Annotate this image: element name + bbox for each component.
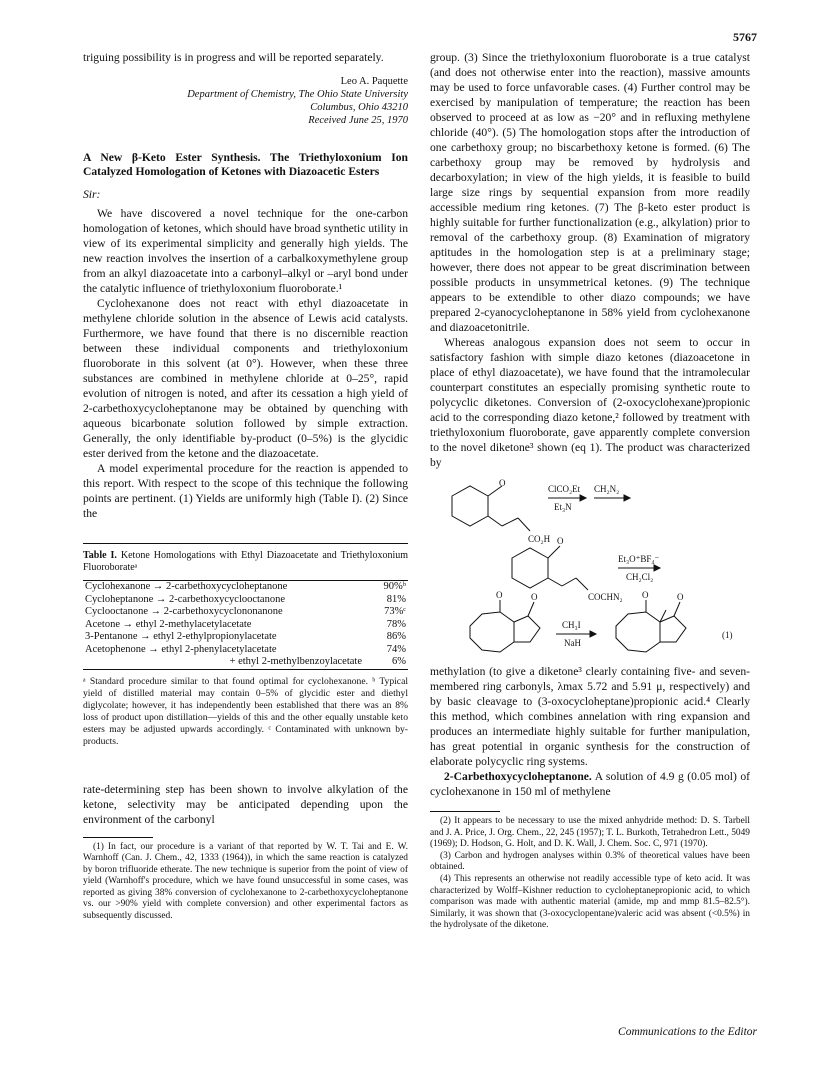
equation-number: (1) xyxy=(722,630,733,640)
footnote-divider xyxy=(83,837,153,838)
reaction-cell: Cycloheptanone → 2-carbethoxycyclooctanone xyxy=(85,593,286,605)
oxygen-label: O xyxy=(496,590,503,600)
ring-heptagon-3 xyxy=(470,612,514,652)
bond xyxy=(548,546,560,558)
left-column xyxy=(83,50,408,923)
reaction-cell: Acetophenone → ethyl 2-phenylacetylacetate xyxy=(85,643,277,655)
ring-pentagon-3 xyxy=(514,616,540,642)
oxygen-label: O xyxy=(677,592,684,602)
footnote-3: (3) Carbon and hydrogen analyses within 0.3% of theoretical values have been obtained. xyxy=(430,850,750,873)
experimental-heading: 2-Carbethoxycycloheptanone. xyxy=(444,770,592,783)
experimental-paragraph xyxy=(430,769,750,799)
journal-footer: Communications to the Editor xyxy=(618,1026,757,1038)
cochn2-label: COCHN₂ xyxy=(588,592,623,602)
bond xyxy=(576,578,588,590)
yield-cell: 90%ᵇ xyxy=(383,581,406,592)
after-scheme-text: methylation (to give a diketone³ clearly containing five- and seven-membered ring carbonyls, λmax 5.72 and 5.91 μ, respectively) and by basic cleavage to (3-oxocycloheptane)propionic acid.⁴ Clearly this method, which combines annelation with ring expansion and produces an intermediate highly suitable for further manipulation, has great potential in organic synthesis for the construction of elaborate polycyclic ring systems. xyxy=(430,665,750,768)
table-caption-text: Ketone Homologations with Ethyl Diazoacetate and Triethyloxonium Fluoroborateᵃ xyxy=(83,550,409,573)
table-row xyxy=(83,631,408,644)
oxygen-label: O xyxy=(557,536,564,546)
ring-hexagon-2 xyxy=(512,548,548,588)
bond xyxy=(548,578,562,586)
arrow-head xyxy=(624,495,630,501)
salutation: Sir: xyxy=(83,188,101,201)
reagent-label: ClCO₂Et xyxy=(548,484,581,494)
after-table-text: rate-determining step has been shown to involve alkylation of the ketone, selectivity may be anticipated depending upon the environment of the carbonyl xyxy=(83,782,408,826)
ring-heptagon-4 xyxy=(616,612,660,652)
footnote-divider xyxy=(430,811,500,812)
paragraph-1: We have discovered a novel technique for the one-carbon homologation of ketones, which should have broad synthetic utility in view of its experimental simplicity and generally high yields. The new reaction involves the insertion of a carbalkoxymethylene group from an alkyl diazoacetate into a carbonyl–alkyl or –aryl bond under the catalytic influence of triethyloxonium fluoroborate.¹ xyxy=(83,207,408,295)
bond xyxy=(562,578,576,586)
table-row xyxy=(83,656,408,669)
paragraph-3: A model experimental procedure for the reaction is appended to this report. With respect to the scope of this technique the following points are pertinent. (1) Yields are uniformly high (Table I). (2) Since the xyxy=(83,462,408,520)
table-row xyxy=(83,606,408,619)
yield-cell: 86% xyxy=(386,631,406,642)
reaction-scheme xyxy=(430,476,750,656)
right-footnotes xyxy=(430,816,750,932)
arrow-head xyxy=(654,565,660,571)
author-city: Columbus, Ohio 43210 xyxy=(310,102,408,113)
oxygen-label: O xyxy=(531,592,538,602)
reagent-label: CH₃I xyxy=(562,620,581,630)
reaction-cell: + ethyl 2-methylbenzoylacetate xyxy=(229,656,362,667)
right-paragraph-2: Whereas analogous expansion does not seem to occur in satisfactory fashion with simple diazo ketones (diazoacetone in place of ethyl diazoacetate), we have found that the intramolecular counterpart constitutes an especially promising synthetic route to polycyclic diketones. Conversion of (2-oxocyclohexane)propionic acid to the corresponding diazo ketone,² followed by treatment with triethyloxonium fluoroborate, gave apparently complete conversion to the novel diketone³ shown (eq 1). The product was characterized by xyxy=(430,336,750,469)
homologation-table xyxy=(83,580,408,670)
table-1 xyxy=(83,543,408,748)
paragraph-2: Cyclohexanone does not react with ethyl diazoacetate in methylene chloride solution in the absence of Lewis acid catalysts. Furthermore, we have found that there is no discernible reaction between these individual components and triethyloxonium fluoroborate in this solvent (at 0°). However, when these three substances are combined in methylene chloride at 0–25°, rapid evolution of nitrogen is noted, and after its cessation a high yield of 2-carbethoxycycloheptanone may be obtained by quenching with aqueous bicarbonate solution followed by simple extraction. Generally, the only identifiable by-product (0–5%) is the glycidic ester derived from the ketone and the diazoacetate. xyxy=(83,297,408,460)
continuation-text: triguing possibility is in progress and will be reported separately. xyxy=(83,51,384,64)
yield-cell: 81% xyxy=(386,593,406,605)
right-column xyxy=(430,50,750,932)
reaction-cell: Cyclooctanone → 2-carbethoxycyclononanone xyxy=(85,606,283,617)
table-notes: ᵃ Standard procedure similar to that found optimal for cyclohexanone. ᵇ Typical yield of distilled material may contain 0–5% of glycidic ester and diethyl diglycolate; however, it has independently been established that there was an 8% loss of product upon distillation—yields of this and the other equally unstable keto esters may be adjusted upwards accordingly. ᶜ Contaminated with unknown by-products. xyxy=(83,675,408,747)
table-row xyxy=(83,581,408,594)
right-paragraph-1: group. (3) Since the triethyloxonium fluoroborate is a true catalyst (and does not otherwise enter into the reaction), massive amounts may be used to force unfavorable cases. (4) Further control may be exercised by manipulation of temperature; the reaction has been observed to proceed at as low as −20° and in refluxing methylene chloride (40°). (5) The homologation stops after the introduction of one carbethoxy group; no biscarbethoxy ketone is formed. (6) The carbethoxy group may be removed by hydrolysis and decarboxylation; in view of the high yields, it is feasible to build large size rings by sequential expansion from more readily accessible medium ring ketones. (7) The β-keto ester product is highly suitable for further functionalization (e.g., alkylation) prior to removal of the carbethoxy group. (8) Examination of migratory aptitudes in the homologation step is at a preliminary stage; however, there does not appear to be great discrimination between possible products in unsymmetrical ketones. (9) The technique appears to be extendible to other diazo compounds; we have prepared 2-cyanocycloheptanone in 58% yield from cyclohexanone and diazoacetonitrile. xyxy=(430,51,750,334)
table-row xyxy=(83,619,408,632)
yield-cell: 73%ᶜ xyxy=(384,606,406,617)
carbonyl-bond xyxy=(674,602,680,616)
oxygen-label: O xyxy=(642,590,649,600)
oxygen-label: O xyxy=(499,478,506,488)
experimental-text: A solution of 4.9 g (0.05 mol) of cyclohexanone in 150 ml of methylene xyxy=(430,770,750,798)
received-date: Received June 25, 1970 xyxy=(308,115,408,126)
carbonyl-bond xyxy=(528,602,534,616)
table-label: Table I. xyxy=(83,550,117,561)
author-affiliation: Department of Chemistry, The Ohio State University xyxy=(187,89,408,100)
table-row xyxy=(83,644,408,657)
reaction-cell: Acetone → ethyl 2-methylacetylacetate xyxy=(85,618,252,630)
reagent-label: Et₃O⁺BF₄⁻ xyxy=(618,554,660,564)
page-number: 5767 xyxy=(733,30,757,44)
footnote-2: (2) It appears to be necessary to use the mixed anhydride method: D. S. Tarbell and J. A. Price, J. Org. Chem., 22, 245 (1957); T. L. Burkoth, Tetrahedron Lett., 5049 (1969); D. Hodson, G. Holt, and D. K. Wall, J. Chem. Soc. C, 971 (1970). xyxy=(430,816,750,850)
co2h-label: CO₂H xyxy=(528,534,551,544)
reagent-label: NaH xyxy=(564,638,581,648)
footnote-1: (1) In fact, our procedure is a variant of that reported by W. T. Tai and E. W. Warnhoff (Can. J. Chem., 42, 1333 (1964)), in which the same reaction is catalyzed by boron trifluoride etherate. The new technique is superior from the point of view of yield (Warnhoff's procedure, which we have found unsuccessful in some cases, was reported as giving 38% conversion of cyclohexanone to 2-carbethoxycycloheptanone vs. our >90% yield with complete conversion) and other experimental factors as subsequently discussed. xyxy=(83,841,408,922)
arrow-head xyxy=(580,495,586,501)
bond xyxy=(488,516,502,526)
author-name: Leo A. Paquette xyxy=(340,76,408,87)
arrow-head xyxy=(590,631,596,637)
reaction-cell: 3-Pentanone → ethyl 2-ethylpropionylacetate xyxy=(85,631,277,642)
reagent-label: Et₃N xyxy=(554,502,572,512)
bond xyxy=(502,518,518,526)
yield-cell: 74% xyxy=(386,643,406,655)
ring-pentagon-4 xyxy=(660,616,686,642)
footnote-4: (4) This represents an otherwise not readily accessible type of keto acid. It was characterized by Wolff–Kishner reduction to cycloheptanepropionic acid, to which comparison was made with authentic material (amide, mp and mmp 81.5–82.5°). Similarly, it was shown that (3-oxocyclopentane)valeric acid was absent (<0.5%) in the hydrolysate of the diketone. xyxy=(430,873,750,931)
table-caption xyxy=(83,550,408,574)
left-footnotes xyxy=(83,842,408,923)
bond xyxy=(518,518,530,531)
table-row xyxy=(83,594,408,607)
reaction-scheme-svg xyxy=(430,476,750,656)
reagent-label: CH₂Cl₂ xyxy=(626,572,654,582)
reagent-label: CH₂N₂ xyxy=(594,484,620,494)
yield-cell: 6% xyxy=(392,656,406,667)
article-title: A New β-Keto Ester Synthesis. The Triethyloxonium Ion Catalyzed Homologation of Ketones with Diazoacetic Esters xyxy=(83,151,408,178)
ring-hexagon-1 xyxy=(452,486,488,526)
signature-block xyxy=(83,75,408,127)
yield-cell: 78% xyxy=(386,618,406,630)
reaction-cell: Cyclohexanone → 2-carbethoxycycloheptanone xyxy=(85,581,288,592)
